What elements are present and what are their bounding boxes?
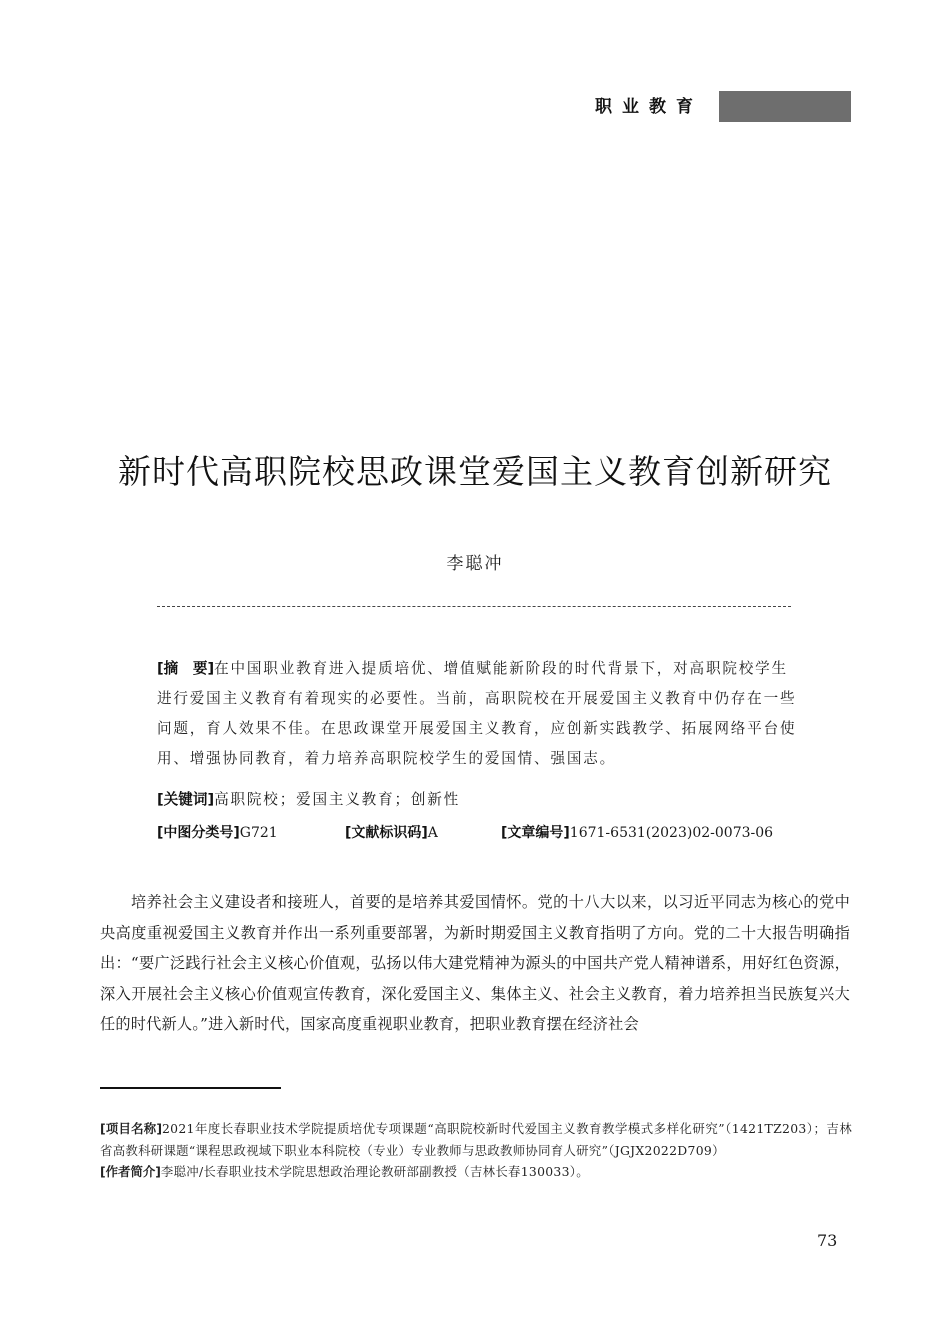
abstract-label: [摘 要] bbox=[157, 660, 215, 677]
page-number: 73 bbox=[817, 1231, 838, 1250]
article-author: 李聪冲 bbox=[446, 554, 504, 574]
keywords-label: [关键词] bbox=[157, 791, 215, 808]
keywords bbox=[157, 788, 460, 809]
abstract bbox=[157, 654, 797, 774]
article-title: 新时代高职院校思政课堂爱国主义教育创新研究 bbox=[118, 452, 832, 491]
clc-label: [中图分类号] bbox=[157, 825, 240, 841]
project-label: [项目名称] bbox=[100, 1121, 162, 1136]
footnote-project bbox=[100, 1118, 852, 1161]
footnotes bbox=[100, 1118, 852, 1183]
project-text: 2021年度长春职业技术学院提质培优专项课题“高职院校新时代爱国主义教育教学模式多样化研究”（1421TZ203）；吉林省高教科研课题“课程思政视域下职业本科院校（专业）专业教师与思政教师协同育人研究”（JGJX2022D709） bbox=[100, 1121, 853, 1158]
article-id-label: [文章编号] bbox=[501, 825, 570, 841]
author-bio-text: 李聪冲/长春职业技术学院思想政治理论教研部副教授（吉林长春130033）。 bbox=[160, 1164, 589, 1179]
section-header: 职业教育 bbox=[595, 97, 703, 117]
body-paragraph: 培养社会主义建设者和接班人，首要的是培养其爱国情怀。党的十八大以来，以习近平同志为核心的党中央高度重视爱国主义教育并作出一系列重要部署，为新时期爱国主义教育指明了方向。党的二十大报告明确指出：“要广泛践行社会主义核心价值观，弘扬以伟大建党精神为源头的中国共产党人精神谱系，用好红色资源，深入开展社会主义核心价值观宣传教育，深化爱国主义、集体主义、社会主义教育，着力培养担当民族复兴大任的时代新人。”进入新时代，国家高度重视职业教育，把职业教育摆在经济社会 bbox=[100, 893, 850, 1033]
footnote-rule bbox=[100, 1087, 281, 1089]
author-bio-label: [作者简介] bbox=[100, 1164, 161, 1179]
header-bar bbox=[719, 91, 851, 122]
doc-code-value: A bbox=[427, 825, 438, 841]
dotted-divider bbox=[157, 606, 791, 607]
keywords-text: 高职院校；爱国主义教育；创新性 bbox=[214, 791, 461, 808]
doc-code-label: [文献标识码] bbox=[345, 825, 428, 841]
article-id-value: 1671-6531(2023)02-0073-06 bbox=[569, 825, 774, 841]
abstract-text: 在中国职业教育进入提质培优、增值赋能新阶段的时代背景下，对高职院校学生进行爱国主义教育有着现实的必要性。当前，高职院校在开展爱国主义教育中仍存在一些问题，育人效果不佳。在思政课堂开展爱国主义教育，应创新实践教学、拓展网络平台使用、增强协同教育，着力培养高职院校学生的爱国情、强国志。 bbox=[157, 660, 797, 767]
footnote-author bbox=[100, 1161, 852, 1183]
clc-value: G721 bbox=[239, 825, 278, 841]
